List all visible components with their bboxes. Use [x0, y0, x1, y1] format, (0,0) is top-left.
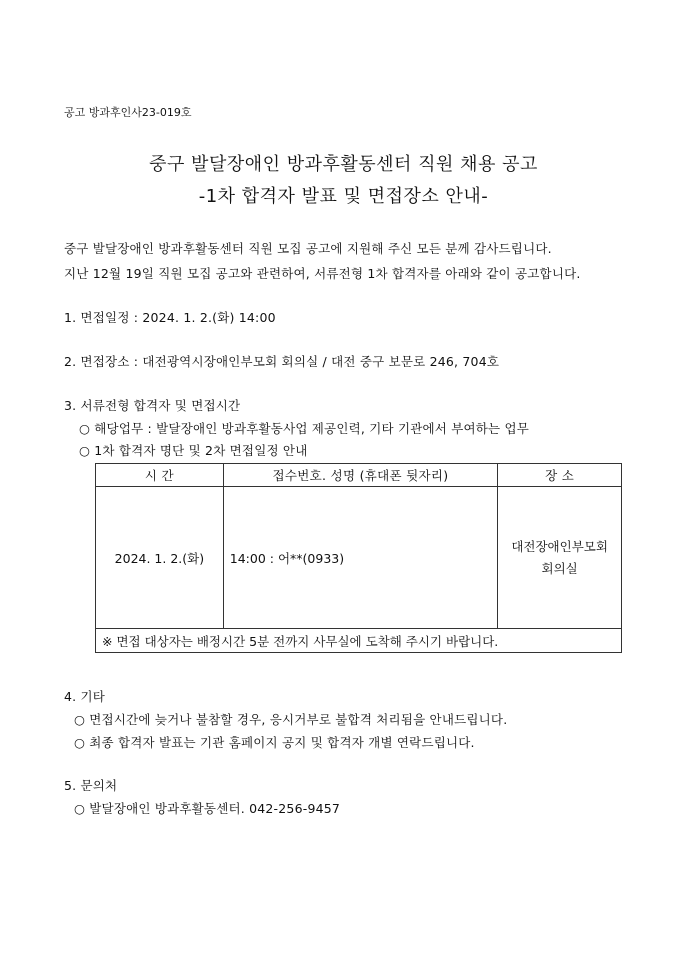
intro-line-2: 지난 12월 19일 직원 모집 공고와 관련하여, 서류전형 1차 합격자를 아래와 같이 공고합니다. — [64, 266, 581, 281]
section-5-heading: 5. 문의처 — [64, 778, 118, 793]
table-note: ※ 면접 대상자는 배정시간 5분 전까지 사무실에 도착해 주시기 바랍니다. — [96, 629, 622, 653]
header-applicant: 접수번호. 성명 (휴대폰 뒷자리) — [223, 464, 497, 487]
table-note-row — [96, 629, 622, 653]
header-time: 시 간 — [96, 464, 224, 487]
table-header-row — [96, 464, 622, 487]
section-4-item-2: ○ 최종 합격자 발표는 기관 홈페이지 공지 및 합격자 개별 연락드립니다. — [74, 735, 475, 750]
place-line-1: 대전장애인부모회 — [511, 538, 608, 554]
section-3-heading: 3. 서류전형 합격자 및 면접시간 — [64, 398, 241, 413]
interview-date: 1. 면접일정 : 2024. 1. 2.(화) 14:00 — [64, 310, 276, 325]
section-5-contact: ○ 발달장애인 방과후활동센터. 042-256-9457 — [74, 801, 341, 816]
cell-place — [498, 487, 622, 629]
cell-time: 2024. 1. 2.(화) — [96, 487, 224, 629]
page-subtitle: -1차 합격자 발표 및 면접장소 안내- — [198, 186, 489, 207]
section-3-duty: ○ 해당업무 : 발달장애인 방과후활동사업 제공인력, 기타 기관에서 부여하는 업무 — [79, 421, 530, 436]
header-place: 장 소 — [498, 464, 622, 487]
table-row — [96, 487, 622, 629]
section-4-heading: 4. 기타 — [64, 689, 106, 704]
interview-schedule-table — [95, 463, 622, 653]
section-4-item-1: ○ 면접시간에 늦거나 불참할 경우, 응시거부로 불합격 처리됨을 안내드립니다. — [74, 712, 508, 727]
page-title: 중구 발달장애인 방과후활동센터 직원 채용 공고 — [149, 154, 538, 175]
place-line-2: 회의실 — [541, 560, 578, 576]
notice-number: 공고 방과후인사23-019호 — [64, 106, 192, 119]
interview-location: 2. 면접장소 : 대전광역시장애인부모회 회의실 / 대전 중구 보문로 246, 704호 — [64, 354, 500, 369]
cell-applicant: 14:00 : 어**(0933) — [223, 487, 497, 629]
intro-line-1: 중구 발달장애인 방과후활동센터 직원 모집 공고에 지원해 주신 모든 분께 감사드립니다. — [64, 241, 552, 256]
section-3-schedule: ○ 1차 합격자 명단 및 2차 면접일정 안내 — [79, 443, 308, 458]
